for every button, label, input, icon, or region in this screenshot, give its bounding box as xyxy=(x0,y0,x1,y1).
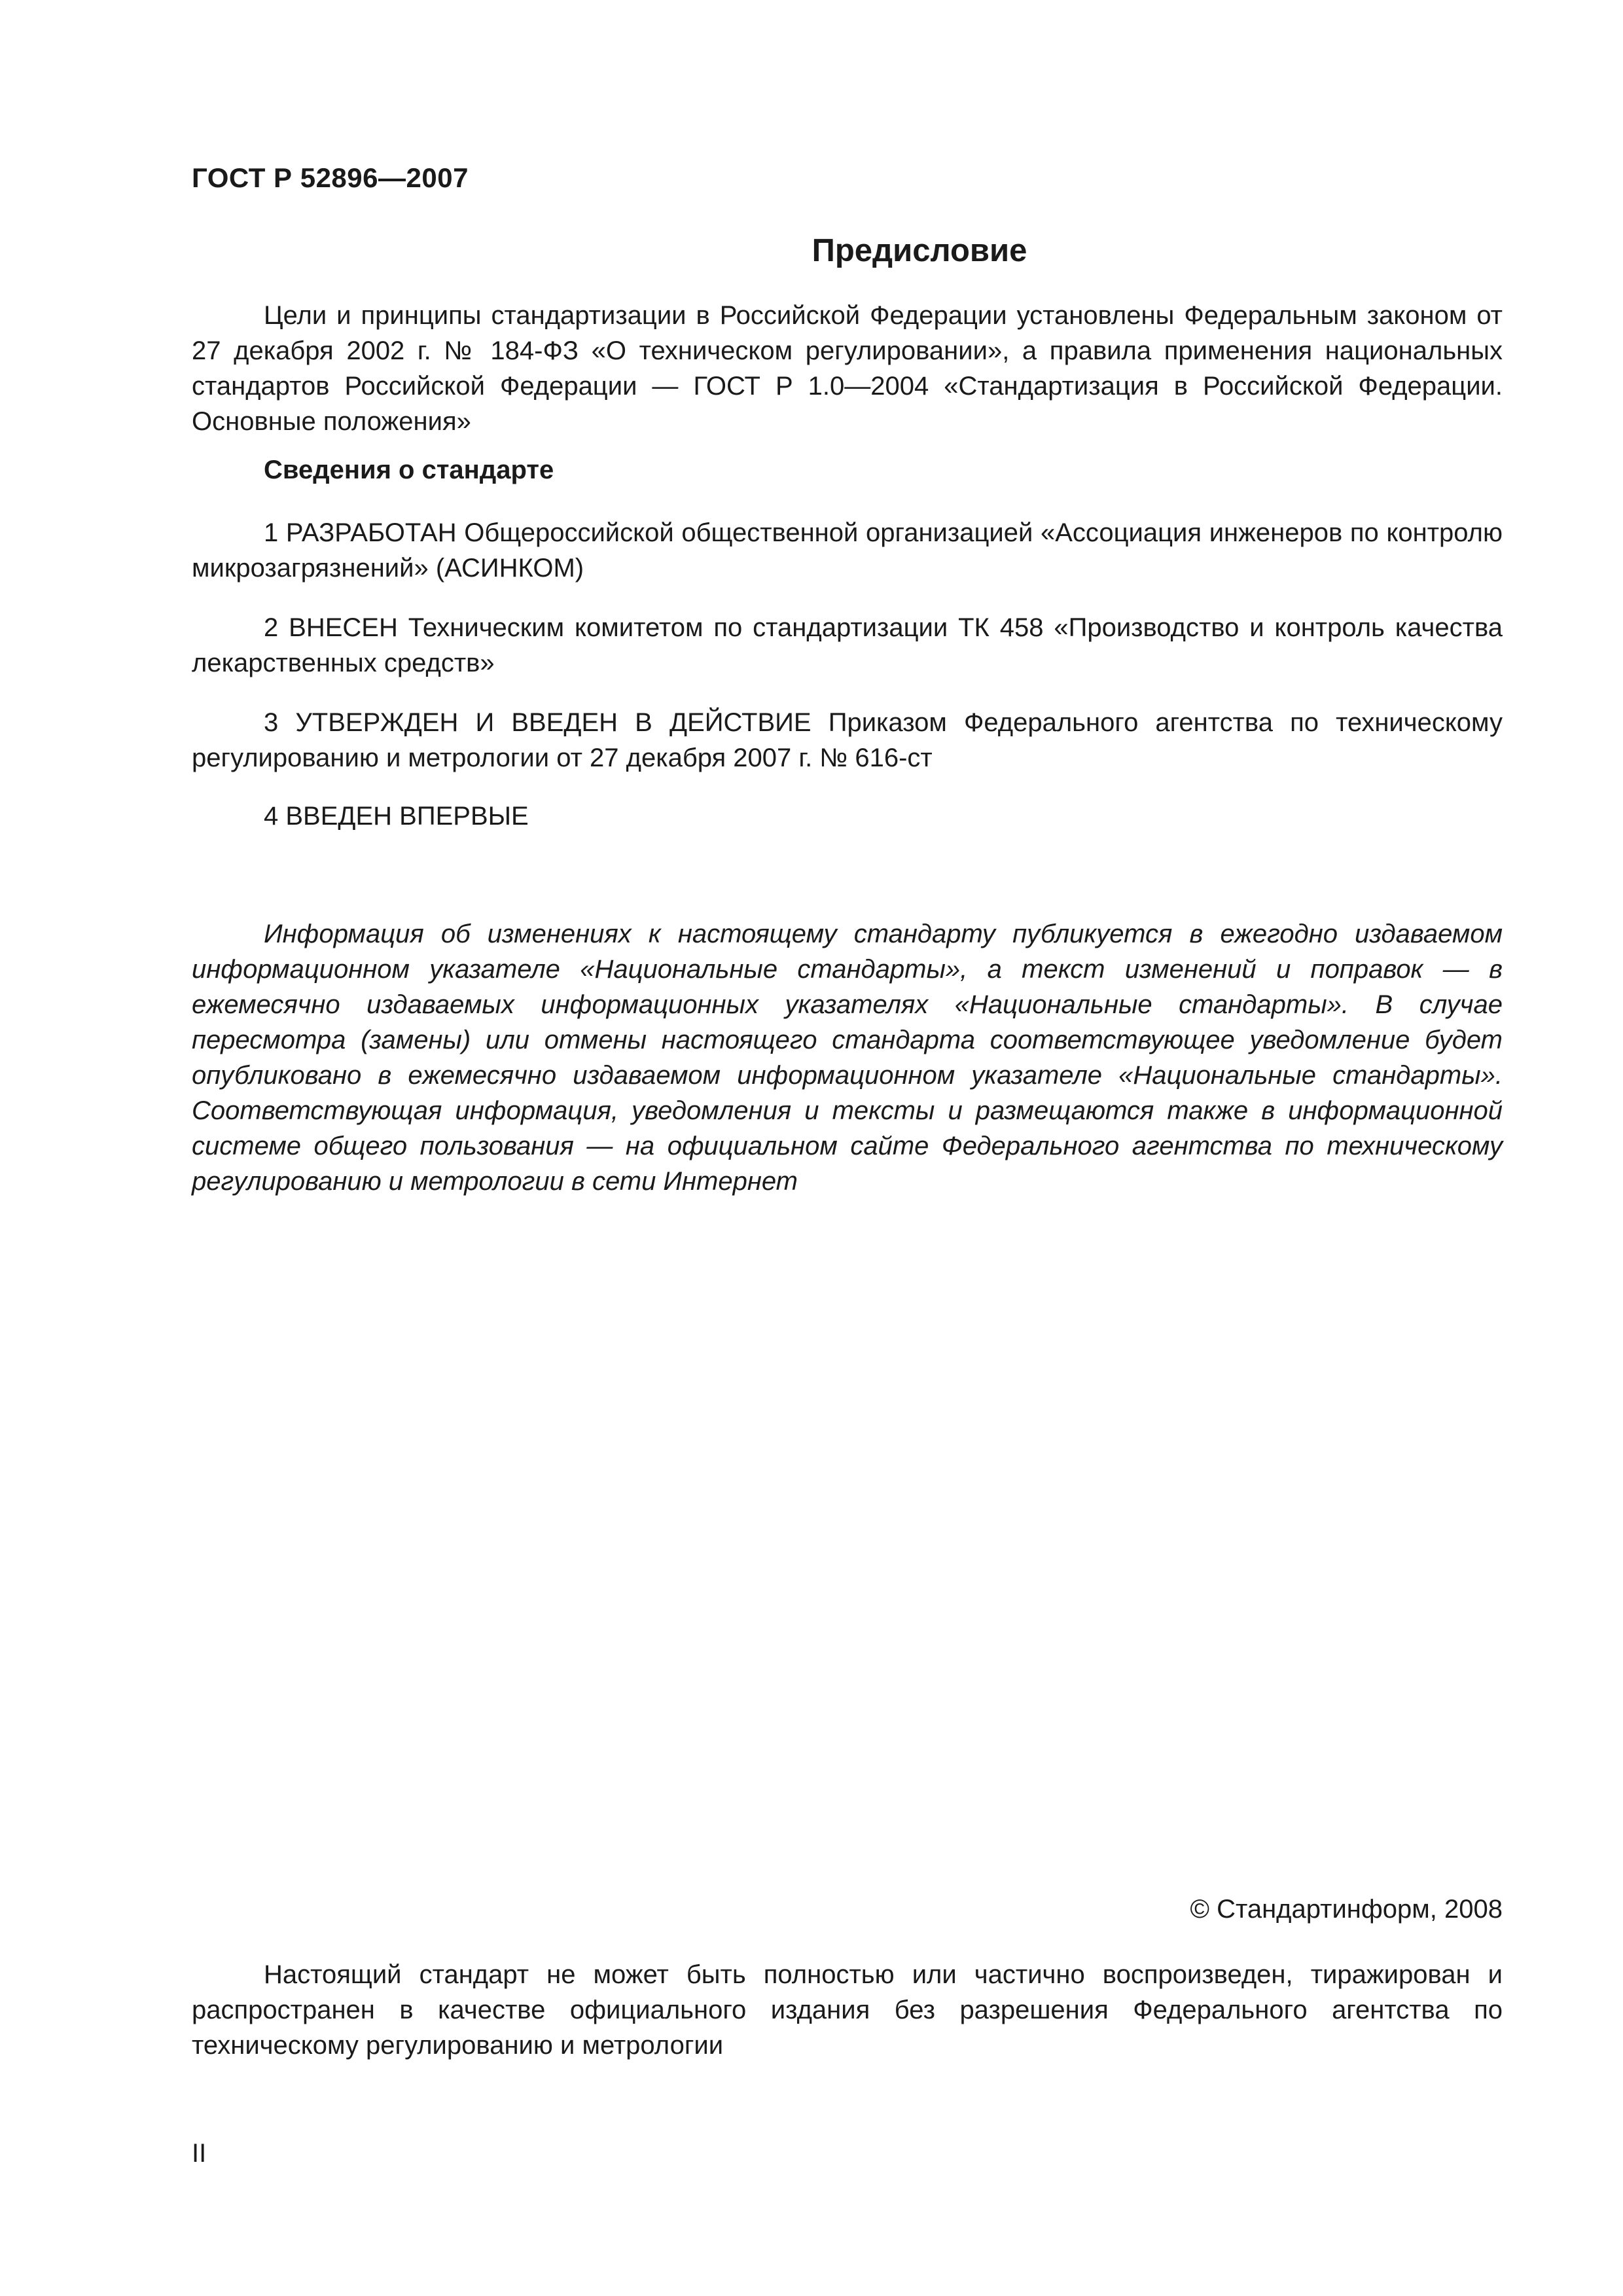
standard-info-item: 3 УТВЕРЖДЕН И ВВЕДЕН В ДЕЙСТВИЕ Приказом Федерального агентства по техническому регулированию и метрологии от 27 декабря 2007 г. № 616-ст xyxy=(192,708,1503,772)
intro-section xyxy=(192,298,1503,439)
page-title: Предисловие xyxy=(812,233,1027,268)
standard-info-item: 2 ВНЕСЕН Техническим комитетом по стандартизации ТК 458 «Производство и контроль качества лекарственных средств» xyxy=(192,613,1503,677)
reproduction-notice: Настоящий стандарт не может быть полностью или частично воспроизведен, тиражирован и распространен в качестве официального издания без разрешения Федерального агентства по техническому регулированию и метрологии xyxy=(192,1960,1503,2060)
copyright-line: © Стандартинформ, 2008 xyxy=(1190,1895,1503,1924)
intro-paragraph: Цели и принципы стандартизации в Российской Федерации установлены Федеральным законом от 27 декабря 2002 г. № 184-ФЗ «О техническом регулировании», а правила применения национальных стандартов Российской Федерации — ГОСТ Р 1.0—2004 «Стандартизация в Российской Федерации. Основные положения» xyxy=(192,301,1503,436)
standard-info-item-2-block xyxy=(192,610,1503,681)
changes-notice: Информация об изменениях к настоящему стандарту публикуется в ежегодно издаваемом информационном указателе «Национальные стандарты», а текст изменений и поправок — в ежемесячно издаваемых информационных указателях «Национальные стандарты». В случае пересмотра (замены) или отмены настоящего стандарта соответствующее уведомление будет опубликовано в ежемесячно издаваемом информационном указателе «Национальные стандарты». Соответствующая информация, уведомления и тексты и размещаются также в информационной системе общего пользования — на официальном сайте Федерального агентства по техническому регулированию и метрологии в сети Интернет xyxy=(192,920,1503,1196)
standard-code: ГОСТ Р 52896—2007 xyxy=(192,162,469,193)
standard-info-item: 1 РАЗРАБОТАН Общероссийской общественной организацией «Ассоциация инженеров по контролю микрозагрязнений» (АСИНКОМ) xyxy=(192,518,1503,583)
changes-notice-section xyxy=(192,916,1503,1199)
standard-info-item-4-block xyxy=(192,798,1503,834)
standard-info-heading: Сведения о стандарте xyxy=(264,456,554,484)
reproduction-section xyxy=(192,1957,1503,2063)
page-number: II xyxy=(192,2139,207,2168)
standard-info-item: 4 ВВЕДЕН ВПЕРВЫЕ xyxy=(264,802,529,831)
standard-info-item-1-block xyxy=(192,515,1503,586)
standard-info-item-3-block xyxy=(192,705,1503,776)
